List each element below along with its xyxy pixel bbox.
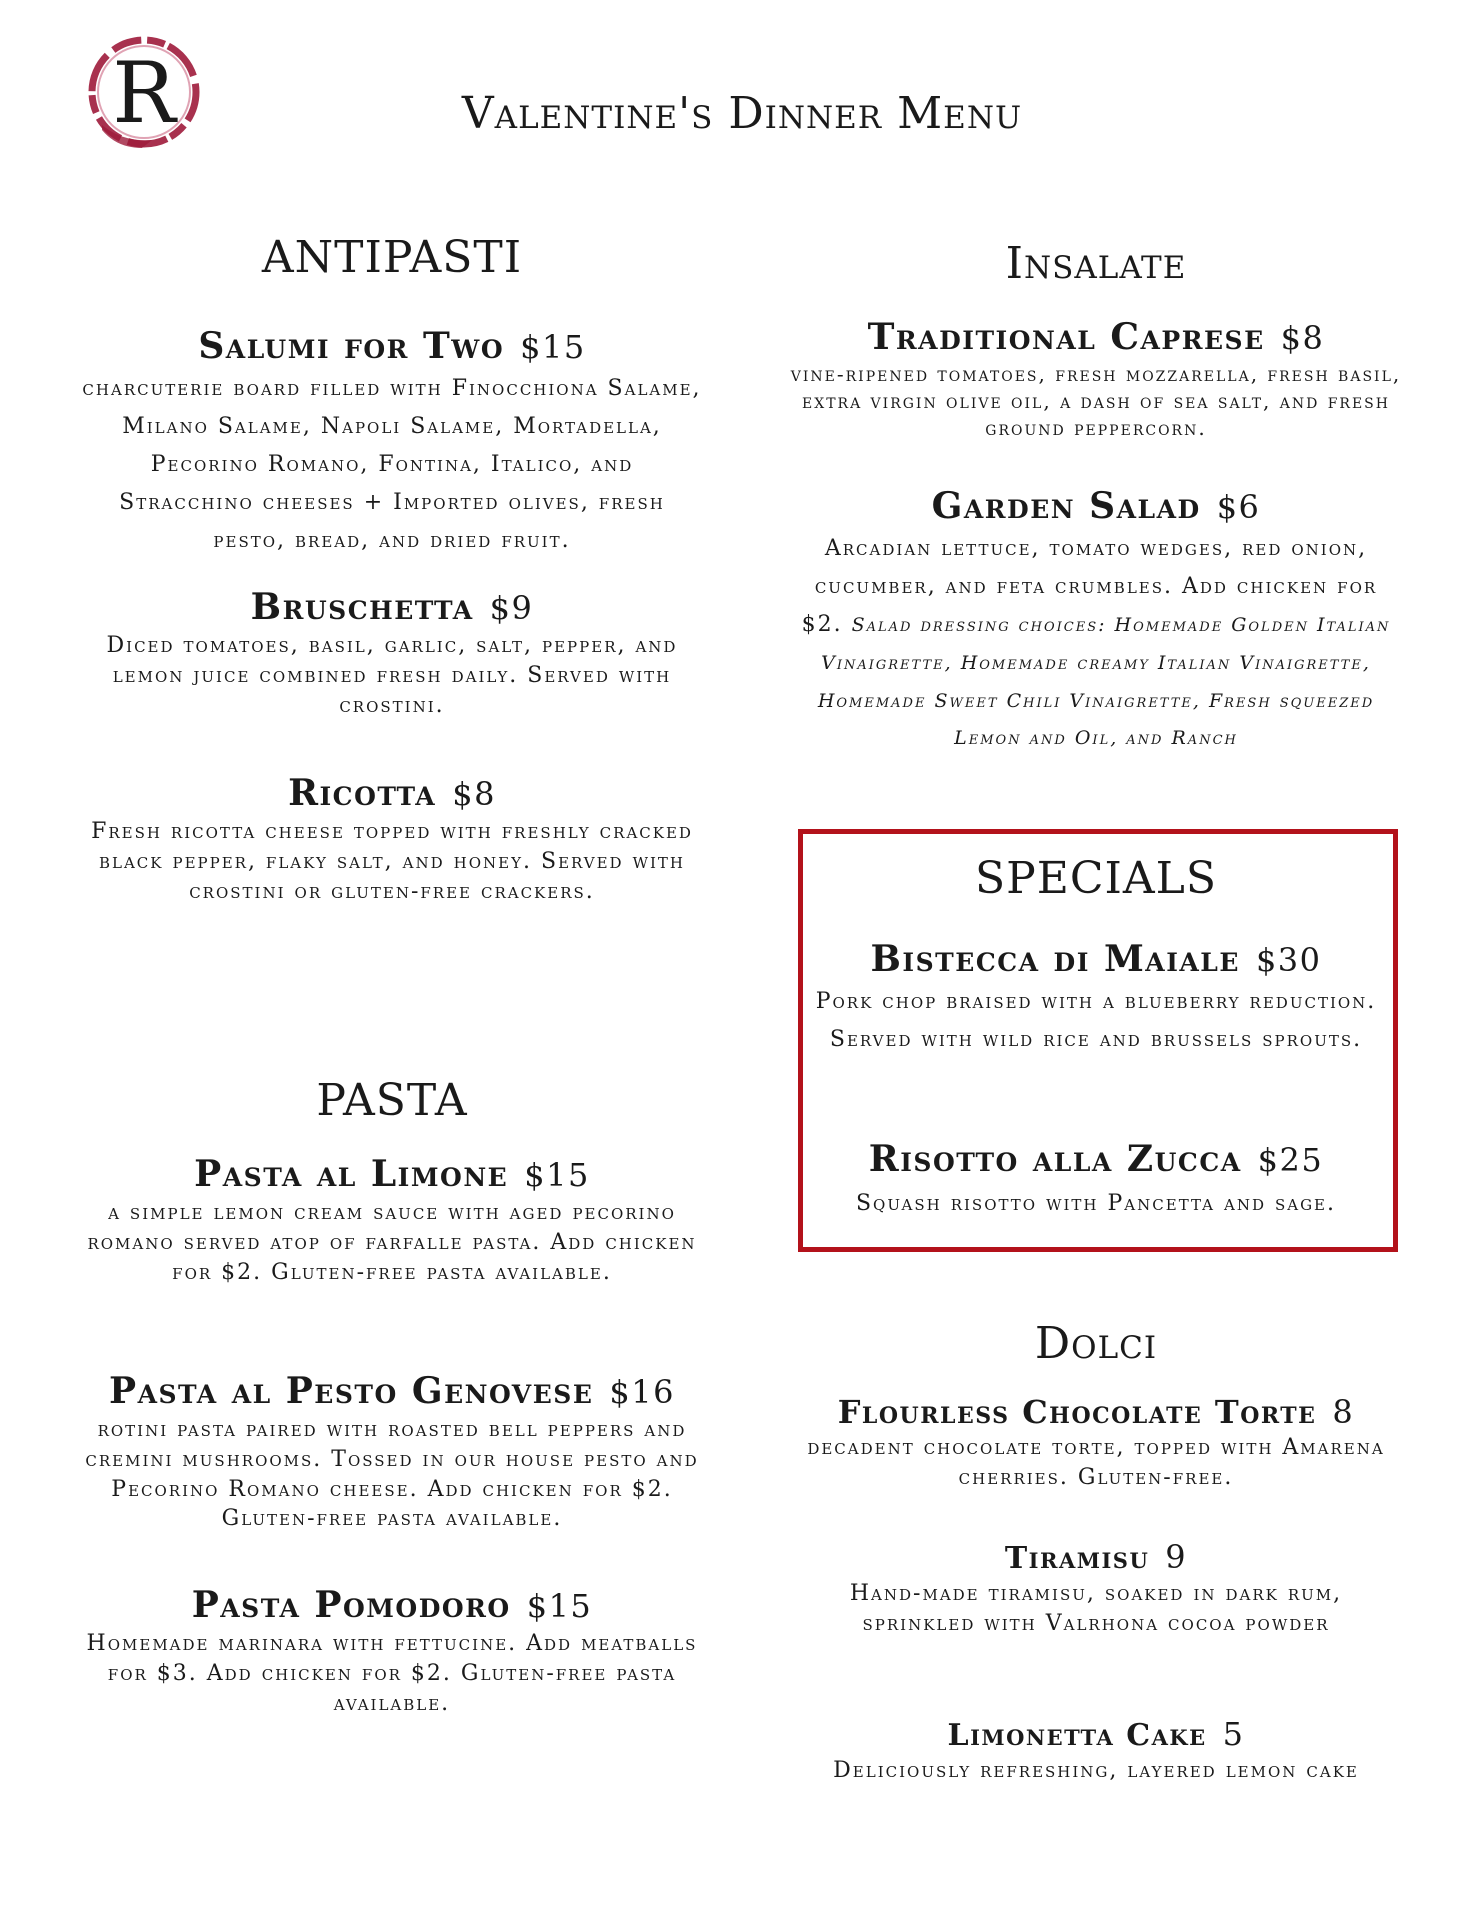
item-price: $16 <box>609 1373 675 1411</box>
section-title-pasta: PASTA <box>316 1075 468 1126</box>
item-price: 5 <box>1222 1715 1245 1753</box>
item-name: Pasta al Limone <box>194 1153 509 1195</box>
menu-item <box>790 1393 1402 1493</box>
item-price: $8 <box>452 775 496 813</box>
menu-item <box>82 325 702 559</box>
item-description: Squash risotto with Pancetta and sage. <box>855 1191 1336 1217</box>
item-price: 8 <box>1332 1393 1355 1431</box>
item-description: Fresh ricotta cheese topped with freshly cracked black pepper, flaky salt, and honey. Served with crostini or gluten-free crackers. <box>91 819 693 904</box>
menu-item <box>82 1153 702 1287</box>
item-description: charcuterie board filled with Finocchiona Salame, Milano Salame, Napoli Salame, Mortadella, Pecorino Romano, Fontina, Italico, and Stracchino cheeses + Imported olives, fresh pesto, bread, and dried fruit. <box>82 376 702 553</box>
logo-letter: R <box>112 44 176 142</box>
item-name: Bruschetta <box>250 586 474 628</box>
item-name: Pasta Pomodoro <box>191 1584 511 1626</box>
item-description-text: Arcadian lettuce, tomato wedges, red onion, cucumber, and feta crumbles. Add chicken for $2. <box>801 536 1378 637</box>
item-price: $15 <box>526 1587 593 1625</box>
item-description <box>790 530 1402 757</box>
item-description: a simple lemon cream sauce with aged pecorino romano served atop of farfalle pasta. Add chicken for $2. Gluten-free pasta available. <box>87 1200 697 1285</box>
menu-item <box>790 485 1402 757</box>
item-name: Garden Salad <box>931 485 1201 527</box>
item-name: Traditional Caprese <box>867 316 1265 358</box>
menu-item <box>790 1715 1402 1786</box>
menu-item <box>790 316 1402 442</box>
menu-item <box>82 772 702 906</box>
item-description: vine-ripened tomatoes, fresh mozzarella, fresh basil, extra virgin olive oil, a dash of sea salt, and fresh ground peppercorn. <box>790 362 1402 441</box>
menu-item <box>790 1538 1402 1638</box>
page-title: Valentine's Dinner Menu <box>461 88 1023 139</box>
item-description: Diced tomatoes, basil, garlic, salt, pepper, and lemon juice combined fresh daily. Served with crostini. <box>106 633 678 718</box>
section-title-insalate: Insalate <box>1005 238 1187 289</box>
item-name: Tiramisu <box>1004 1541 1150 1576</box>
section-title-antipasti: ANTIPASTI <box>261 232 523 283</box>
item-name: Salumi for Two <box>198 325 505 367</box>
menu-item <box>82 1370 702 1534</box>
item-price: $15 <box>520 328 586 366</box>
item-description: decadent chocolate torte, topped with Amarena cherries. Gluten-free. <box>807 1435 1385 1491</box>
item-name: Limonetta Cake <box>947 1718 1207 1753</box>
dressing-note: Salad dressing choices: Homemade Golden Italian Vinaigrette, Homemade creamy Italian Vinaigrette, Homemade Sweet Chili Vinaigrette, Fresh squeezed Lemon and Oil, and Ranch <box>817 613 1391 750</box>
item-price: $8 <box>1280 319 1325 357</box>
item-price: $15 <box>524 1156 590 1194</box>
item-description: rotini pasta paired with roasted bell peppers and cremini mushrooms. Tossed in our house pesto and Pecorino Romano cheese. Add chicken for $2. Gluten-free pasta available. <box>85 1417 699 1532</box>
item-description: Pork chop braised with a blueberry reduction. Served with wild rice and brussels sprouts. <box>815 989 1377 1053</box>
item-description: Deliciously refreshing, layered lemon cake <box>833 1758 1359 1783</box>
item-price: $9 <box>489 589 534 627</box>
item-price: $25 <box>1257 1141 1324 1179</box>
item-price: $30 <box>1255 941 1322 979</box>
menu-item <box>82 586 702 720</box>
item-name: Flourless Chocolate Torte <box>837 1393 1317 1431</box>
section-title-dolci: Dolci <box>1034 1318 1158 1369</box>
specials-border-box <box>798 829 1398 1252</box>
left-column <box>82 0 702 1920</box>
item-name: Risotto alla Zucca <box>868 1138 1242 1180</box>
menu-item <box>82 1584 702 1718</box>
item-name: Ricotta <box>288 772 437 814</box>
section-title-specials: SPECIALS <box>974 853 1218 904</box>
item-name: Bistecca di Maiale <box>870 938 1240 980</box>
item-price: 9 <box>1165 1538 1188 1576</box>
item-name: Pasta al Pesto Genovese <box>109 1370 594 1412</box>
item-price: $6 <box>1216 488 1261 526</box>
item-description: Homemade marinara with fettucine. Add meatballs for $3. Add chicken for $2. Gluten-free pasta available. <box>86 1631 698 1716</box>
item-description: Hand-made tiramisu, soaked in dark rum, sprinkled with Valrhona cocoa powder <box>849 1581 1343 1636</box>
